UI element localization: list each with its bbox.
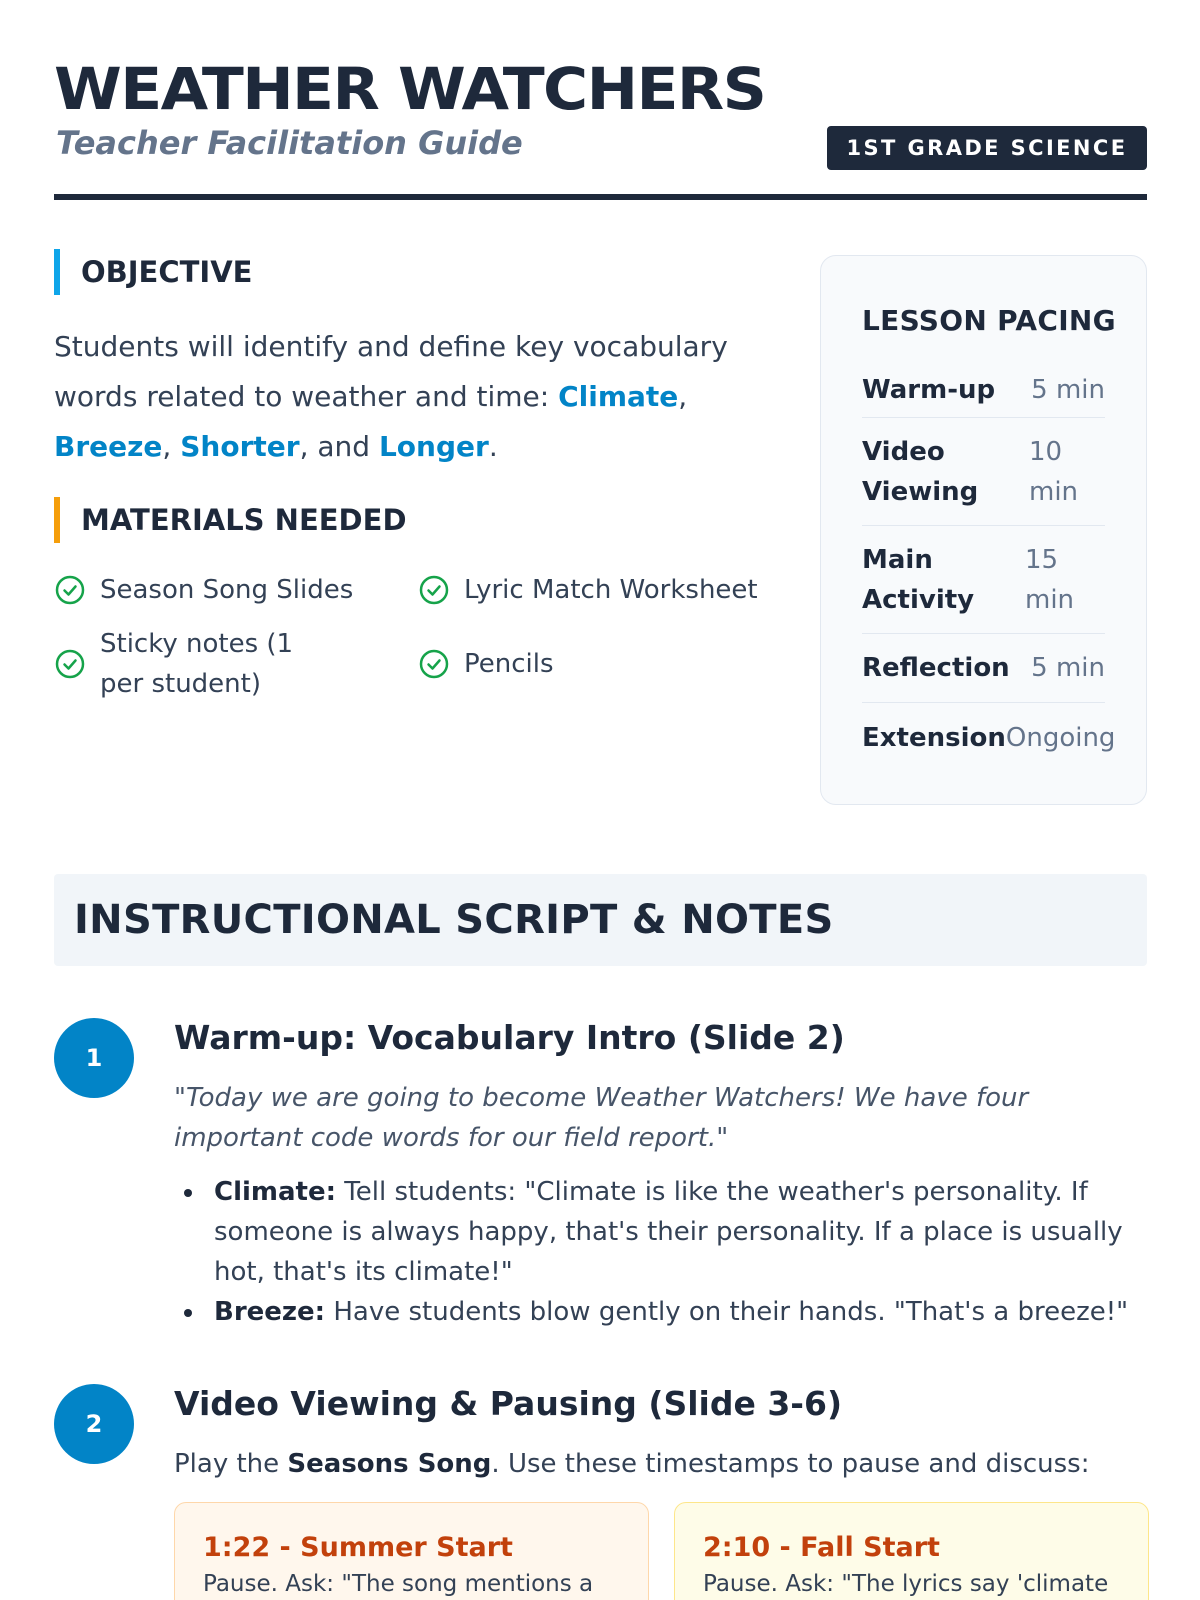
pacing-row [862, 703, 1116, 772]
timestamp-card-fall [674, 1502, 1149, 1600]
bullet-text: Have students blow gently on their hands. "That's a breeze!" [325, 1297, 1129, 1327]
timestamp-title: 1:22 - Summer Start [203, 1532, 513, 1563]
pacing-label: Video Viewing [862, 436, 979, 507]
grade-badge: 1ST GRADE SCIENCE [827, 126, 1147, 170]
timestamp-card-summer [174, 1502, 649, 1600]
timestamp-title: 2:10 - Fall Start [703, 1532, 940, 1563]
objective-heading-text: OBJECTIVE [81, 255, 253, 289]
objective-text [54, 322, 774, 472]
objective-separator: , [678, 380, 688, 413]
vocab-word-breeze: Breeze [54, 430, 163, 463]
step-number-badge: 1 [54, 1018, 134, 1098]
pacing-label: Reflection [862, 653, 1010, 683]
document-subtitle: Teacher Facilitation Guide [56, 124, 523, 162]
material-label: Lyric Match Worksheet [464, 575, 758, 605]
step-intro-tail: . Use these timestamps to pause and discuss: [491, 1449, 1090, 1479]
materials-heading-text: MATERIALS NEEDED [81, 503, 407, 537]
pacing-row [862, 526, 1105, 634]
step-quote: "Today we are going to become Weather Watchers! We have four important code words for our field report." [174, 1083, 1029, 1153]
vocab-word-longer: Longer [378, 430, 489, 463]
timestamp-text: Pause. Ask: "The lyrics say 'climate [703, 1571, 1109, 1597]
step-intro-lead: Play the [174, 1449, 288, 1479]
check-circle-icon [54, 648, 86, 680]
header-divider [54, 194, 1147, 200]
check-circle-icon [418, 574, 450, 606]
material-label: Pencils [464, 649, 554, 679]
pacing-value: 5 min [1031, 653, 1105, 683]
pacing-value: 10 min [1029, 436, 1079, 507]
lesson-page [54, 0, 1147, 1600]
pacing-label: Warm-up [862, 375, 996, 405]
material-item [54, 570, 353, 610]
step-number-badge: 2 [54, 1384, 134, 1464]
list-item [174, 1172, 1134, 1292]
vocab-word-climate: Climate [558, 380, 679, 413]
materials-accent-bar [54, 497, 60, 543]
material-item [54, 624, 344, 704]
step-intro [174, 1444, 1090, 1484]
material-label: Season Song Slides [100, 575, 354, 605]
material-item [418, 570, 758, 610]
bullet-term: Climate: [214, 1177, 337, 1207]
script-banner [54, 874, 1147, 966]
step-title: Video Viewing & Pausing (Slide 3-6) [174, 1384, 843, 1423]
bullet-text: Tell students: "Climate is like the weather's personality. If someone is always happy, that's their personality. If a place is usually hot, that's its climate!" [214, 1177, 1123, 1287]
objective-heading [54, 249, 252, 295]
step-bullet-list [174, 1172, 1134, 1332]
pacing-row [862, 634, 1105, 703]
vocab-word-shorter: Shorter [180, 430, 300, 463]
objective-accent-bar [54, 249, 60, 295]
pacing-label: Extension [862, 722, 1006, 753]
materials-list [54, 570, 794, 710]
material-item [418, 644, 554, 684]
script-banner-title: INSTRUCTIONAL SCRIPT & NOTES [74, 897, 834, 943]
pacing-label: Main Activity [862, 544, 975, 615]
pacing-value: Ongoing [1005, 722, 1116, 753]
pacing-value: 15 min [1025, 544, 1075, 615]
objective-separator: , [162, 430, 181, 463]
objective-text-lead: Students will identify and define key vocabulary words related to weather and time: [54, 330, 728, 413]
timestamp-text: Pause. Ask: "The song mentions a [203, 1571, 594, 1597]
list-item [174, 1292, 1134, 1332]
document-title: WEATHER WATCHERS [54, 55, 766, 123]
pacing-row [862, 418, 1105, 526]
materials-heading [54, 497, 407, 543]
check-circle-icon [54, 574, 86, 606]
step-title: Warm-up: Vocabulary Intro (Slide 2) [174, 1018, 845, 1057]
material-label: Sticky notes (1 per student) [100, 629, 294, 699]
bullet-term: Breeze: [214, 1297, 326, 1327]
pacing-value: 5 min [1031, 375, 1105, 405]
objective-separator: , and [299, 430, 379, 463]
check-circle-icon [418, 648, 450, 680]
step-intro-bold: Seasons Song [287, 1449, 492, 1479]
objective-end: . [488, 430, 498, 463]
pacing-row [862, 363, 1105, 418]
pacing-title: LESSON PACING [862, 304, 1116, 337]
lesson-pacing-card [820, 255, 1147, 805]
